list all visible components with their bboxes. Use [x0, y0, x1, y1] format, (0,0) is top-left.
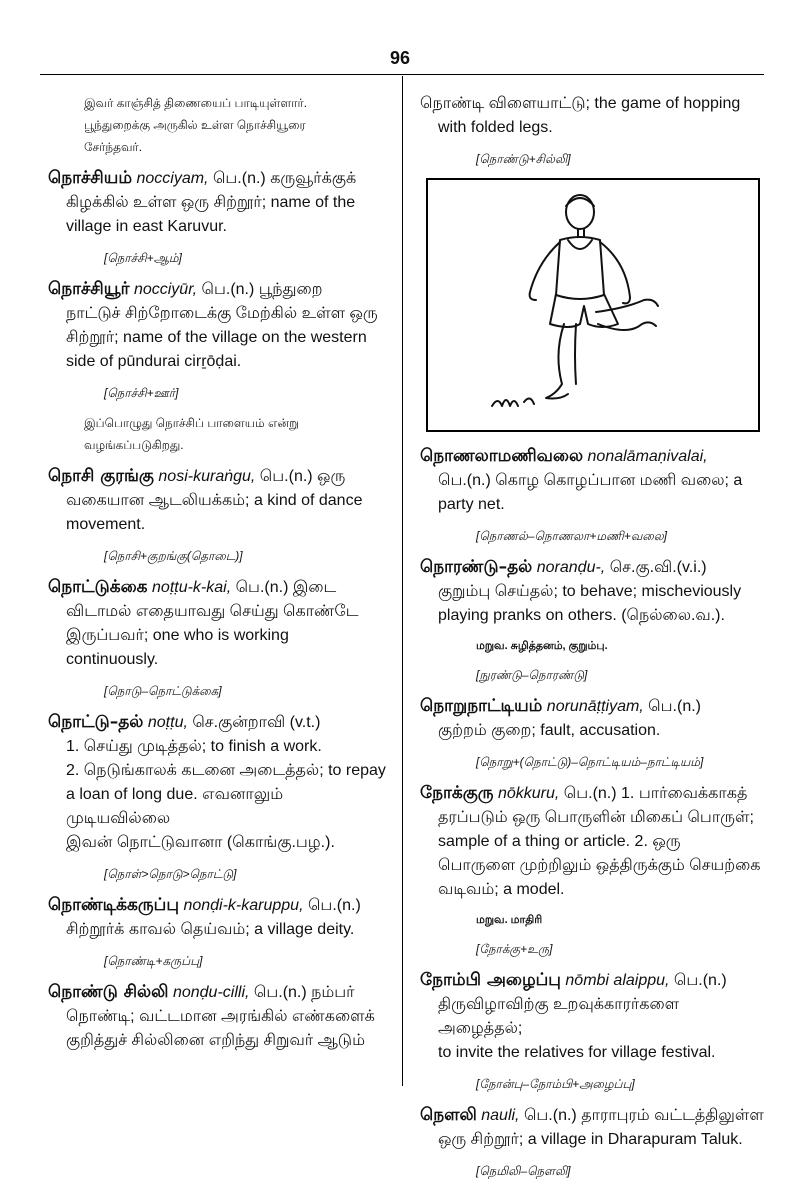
entry-transliteration: nocciyam, [136, 170, 209, 187]
entry-transliteration: nōmbi alaippu, [565, 972, 670, 989]
entry-line: தரப்படும் ஒரு பொருளின் மிகைப் பொருள்; [438, 809, 754, 826]
entry-headword: நொரண்டு–தல் [420, 557, 533, 577]
dictionary-entry [48, 277, 388, 374]
etymology: [நோக்கு+உரு] [476, 942, 553, 956]
entry-line [48, 980, 388, 1005]
etymology: [நொண்டு+சில்லி] [476, 152, 571, 166]
column-divider [402, 76, 403, 1086]
etymology: [நொறு+(நொட்டு)–நொட்டியம்–நாட்டியம்] [476, 755, 704, 769]
header-rule [40, 74, 764, 75]
etymology: [நொசி+குறங்கு(தொடை)] [104, 549, 243, 563]
entry-transliteration: noranḍu-, [536, 559, 606, 576]
etymology: [நொச்சி+ஊர்] [104, 386, 179, 400]
etymology: [நொடு–நொட்டுக்கை] [104, 684, 222, 698]
editorial-note [48, 92, 388, 158]
dictionary-entry [420, 555, 764, 628]
entry-gloss: செ.குன்றாவி (v.t.) [187, 714, 321, 731]
note-line: இவர் காஞ்சித் திணையைப் பாடியுள்ளார். [84, 96, 308, 110]
entry-line: பெ.(n.) கொழ கொழப்பான மணி வலை; a [438, 472, 743, 489]
entry-line: வடிவம்; a model. [438, 881, 565, 898]
entry-gloss: பெ.(n.) கருவூர்க்குக் [208, 170, 357, 187]
entry-transliteration: nosi-kuraṅgu, [158, 468, 256, 485]
entry-transliteration: noṭṭu, [147, 714, 188, 731]
entry-line: இவன் நொட்டுவானா (கொங்கு.பழ.). [66, 834, 335, 851]
entry-line: 2. நெடுங்காலக் கடனை அடைத்தல்; to repay [66, 762, 386, 779]
entry-line: with folded legs. [438, 119, 553, 136]
entry-line [48, 277, 388, 302]
entry-line: to invite the relatives for village festival. [438, 1044, 716, 1061]
entry-line [420, 694, 764, 719]
entry-line [48, 166, 388, 191]
entry-line: திருவிழாவிற்கு உறவுக்காரர்களை அழைத்தல்; [438, 996, 680, 1037]
page-number: 96 [389, 48, 411, 68]
entry-line [48, 893, 388, 918]
etymology: [நுரண்டு–நொரண்டு] [476, 668, 588, 682]
illustration-hopping-boy [426, 178, 760, 432]
entry-line: நொண்டி விளையாட்டு; the game of hopping [420, 95, 741, 112]
note-line: பூந்துறைக்கு அருகில் உள்ள நொச்சியூரை [84, 118, 306, 132]
etymology: [நொண்டி+கருப்பு] [104, 954, 203, 968]
entry-gloss: பெ.(n.) [669, 972, 727, 989]
entry-line: சிற்றூர்க் காவல் தெய்வம்; a village deity. [66, 921, 355, 938]
entry-transliteration: nocciyūr, [133, 281, 198, 298]
entry-line: sample of a thing or article. 2. ஒரு [438, 833, 681, 850]
entry-line: நாட்டுச் சிற்றோடைக்கு மேற்கில் உள்ள ஒரு [66, 305, 378, 322]
entry-transliteration: nōkkuru, [497, 785, 560, 802]
entry-line: party net. [438, 496, 505, 513]
entry-line: continuously. [66, 651, 159, 668]
entry-line [420, 555, 764, 580]
etymology: [நொள்>நொடு>நொட்டு] [104, 867, 237, 881]
entry-line: நொண்டி; வட்டமான அரங்கில் எண்களைக் [66, 1008, 375, 1025]
entry-gloss: செ.கு.வி.(v.i.) [605, 559, 707, 576]
dictionary-entry [48, 980, 388, 1053]
entry-line [48, 710, 388, 735]
entry-gloss: பெ.(n.) இடை [231, 579, 337, 596]
entry-line [48, 464, 388, 489]
entry-headword: நொறுநாட்டியம் [420, 696, 543, 716]
entry-gloss: பெ.(n.) தாராபுரம் வட்டத்திலுள்ள [519, 1107, 764, 1124]
entry-line: பொருளை முற்றிலும் ஒத்திருக்கும் செயற்கை [438, 857, 761, 874]
entry-line [48, 575, 388, 600]
entry-line: சிற்றூர்; name of the village on the western [66, 329, 367, 346]
entry-headword: நோக்குரு [420, 783, 494, 803]
entry-line: 1. செய்து முடித்தல்; to finish a work. [66, 738, 322, 755]
entry-headword: நொச்சியூர் [48, 279, 130, 299]
entry-line: village in east Karuvur. [66, 218, 227, 235]
dictionary-entry [420, 781, 764, 902]
entry-line: குற்றம் குறை; fault, accusation. [438, 722, 661, 739]
entry-headword: நொசி குரங்கு [48, 466, 154, 486]
entry-line: playing pranks on others. (நெல்லை.வ.). [438, 607, 725, 624]
entry-transliteration: norunāṭṭiyam, [546, 698, 644, 715]
etymology: [நெமிலி–நெளலி] [476, 1164, 571, 1178]
entry-headword: நொட்டு–தல் [48, 712, 144, 732]
entry-transliteration: nonḍi-k-karuppu, [183, 897, 304, 914]
entry-headword: நொட்டுக்கை [48, 577, 148, 597]
synonym-note: மறுவ. மாதிரி [476, 914, 543, 926]
dictionary-entry [420, 1103, 764, 1152]
note-line: வழங்கப்படுகிறது. [84, 438, 184, 452]
entry-transliteration: nonḍu-cilli, [172, 984, 250, 1001]
entry-line: கிழக்கில் உள்ள ஒரு சிற்றூர்; name of the [66, 194, 356, 211]
entry-line: ஒரு சிற்றூர்; a village in Dharapuram Taluk. [438, 1131, 743, 1148]
entry-line: குறித்துச் சில்லினை எறிந்து சிறுவர் ஆடும் [66, 1032, 365, 1049]
etymology: [நொணல்–நொணலா+மணி+வலை] [476, 529, 668, 543]
entry-gloss: பெ.(n.) ஒரு [255, 468, 346, 485]
entry-line: விடாமல் எதையாவது செய்து கொண்டே [66, 603, 359, 620]
hopping-boy-drawing [428, 180, 758, 430]
entry-headword: நொண்டிக்கருப்பு [48, 895, 179, 915]
dictionary-entry [48, 710, 388, 855]
entry-headword: நொச்சியம் [48, 168, 133, 188]
entry-transliteration: nauli, [481, 1107, 520, 1124]
entry-line: a loan of long due. எவனாலும் முடியவில்லை [66, 786, 284, 827]
entry-gloss: பெ.(n.) நம்பர் [249, 984, 355, 1001]
entry-gloss: பெ.(n.) பூந்துறை [197, 281, 323, 298]
etymology: [நோன்பு–நோம்பி+அழைப்பு] [476, 1077, 635, 1091]
entry-headword: நோம்பி அழைப்பு [420, 970, 561, 990]
entry-line [420, 968, 764, 993]
dictionary-entry [420, 968, 764, 1065]
synonym-note: மறுவ. சுழித்தனம், குறும்பு. [476, 640, 608, 652]
etymology: [நொச்சி+ஆம்] [104, 251, 182, 265]
entry-transliteration: nonalāmaṇivalai, [587, 448, 708, 465]
note-line: இப்பொழுது நொச்சிப் பாளையம் என்று [84, 416, 300, 430]
entry-line: movement. [66, 516, 146, 533]
entry-gloss: பெ.(n.) [643, 698, 701, 715]
entry-gloss: பெ.(n.) [303, 897, 361, 914]
entry-transliteration: noṭṭu-k-kai, [152, 579, 232, 596]
entry-line [420, 444, 764, 469]
editorial-note [48, 412, 388, 456]
entry-gloss: பெ.(n.) 1. பார்வைக்காகத் [559, 785, 748, 802]
dictionary-entry [48, 166, 388, 239]
dictionary-entry [48, 464, 388, 537]
entry-line: இருப்பவர்; one who is working [66, 627, 289, 644]
entry-headword: நெளலி [420, 1105, 477, 1125]
dictionary-entry [48, 575, 388, 672]
entry-headword: நொணலாமணிவலை [420, 446, 584, 466]
right-column [420, 92, 764, 1190]
dictionary-entry [48, 893, 388, 942]
entry-line [420, 1103, 764, 1128]
entry-line: குறும்பு செய்தல்; to behave; mischeviously [438, 583, 742, 600]
dictionary-entry [420, 444, 764, 517]
note-line: சேர்ந்தவர். [84, 140, 143, 154]
entry-line [420, 781, 764, 806]
left-column [48, 92, 388, 1061]
dictionary-entry [420, 92, 764, 140]
dictionary-entry [420, 694, 764, 743]
entry-headword: நொண்டு சில்லி [48, 982, 169, 1002]
entry-line: வகையான ஆடலியக்கம்; a kind of dance [66, 492, 363, 509]
entry-line: side of pūndurai cirṟōḍai. [66, 353, 242, 370]
